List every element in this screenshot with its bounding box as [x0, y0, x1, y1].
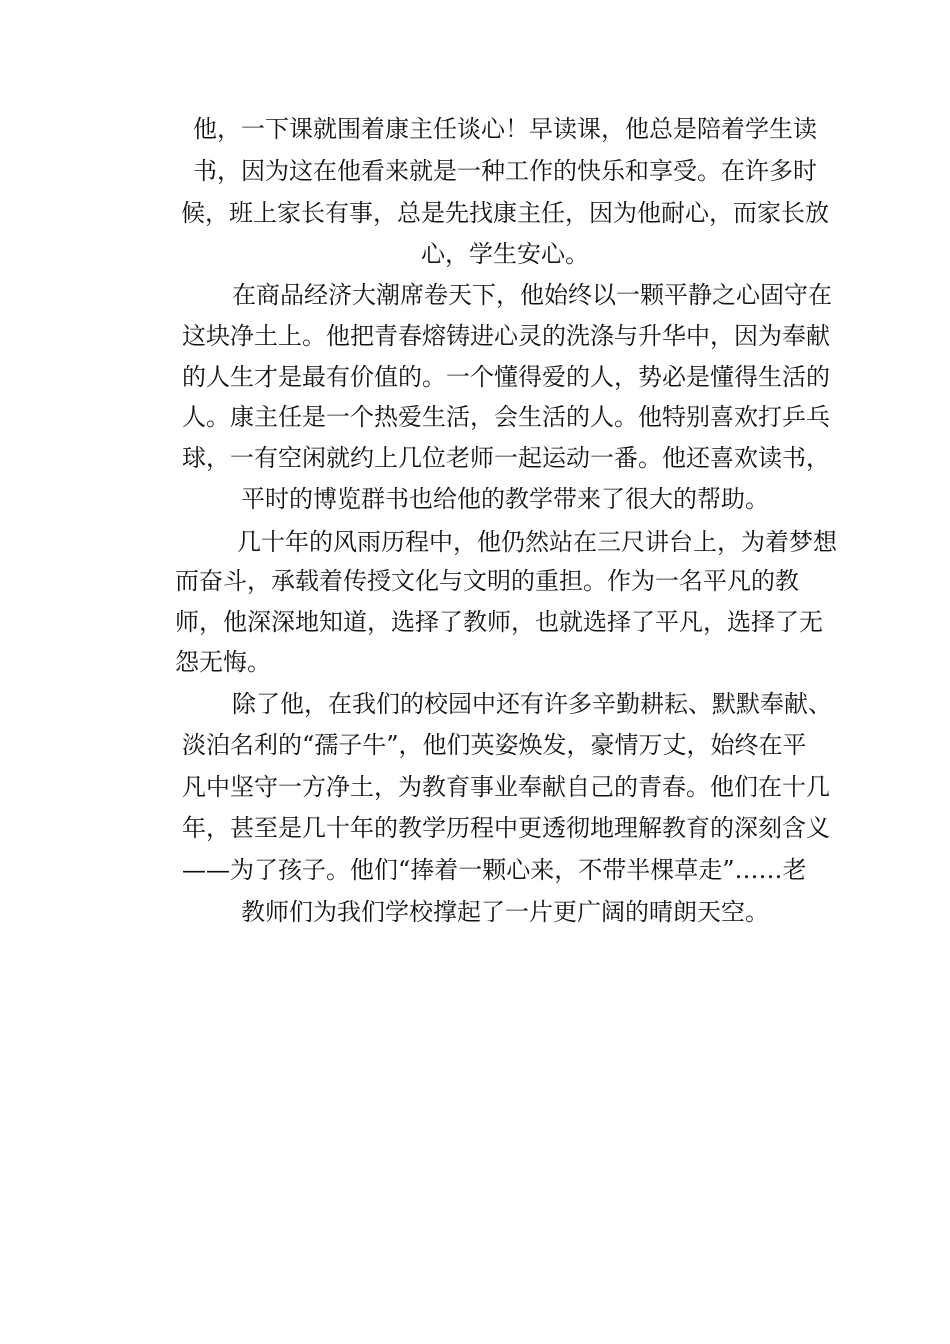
paragraph-2-line-4: 人。康主任是一个热爱生活，会生活的人。他特别喜欢打乒乓 [182, 403, 830, 431]
paragraph-1-line-1: 他，一下课就围着康主任谈心！早读课，他总是陪着学生读 [193, 115, 817, 143]
paragraph-2-line-6: 平时的博览群书也给他的教学带来了很大的帮助。 [241, 485, 769, 513]
paragraph-4-line-3: 凡中坚守一方净土，为教育事业奉献自己的青春。他们在十几 [182, 773, 830, 801]
paragraph-1-line-2: 书，因为这在他看来就是一种工作的快乐和享受。在许多时 [193, 157, 817, 185]
paragraph-4-line-5: ——为了孩子。他们“捧着一颗心来，不带半棵草走”……老 [182, 856, 807, 884]
paragraph-4-line-2: 淡泊名利的“孺子牛”，他们英姿焕发，豪情万丈，始终在平 [182, 731, 807, 759]
paragraph-3-line-3: 师，他深深地知道，选择了教师，也就选择了平凡，选择了无 [175, 608, 823, 636]
paragraph-3-line-4: 怨无悔。 [175, 648, 271, 676]
paragraph-1-line-4: 心，学生安心。 [421, 240, 589, 268]
paragraph-2-line-5: 球，一有空闲就约上几位老师一起运动一番。他还喜欢读书， [182, 444, 830, 472]
paragraph-2-line-3: 的人生才是最有价值的。一个懂得爱的人，势必是懂得生活的 [182, 363, 830, 391]
paragraph-2-line-2: 这块净土上。他把青春熔铸进心灵的洗涤与升华中，因为奉献 [182, 322, 830, 350]
paragraph-3-line-1: 几十年的风雨历程中，他仍然站在三尺讲台上，为着梦想 [237, 528, 837, 556]
paragraph-1-line-3: 候，班上家长有事，总是先找康主任，因为他耐心，而家长放 [181, 199, 829, 227]
paragraph-4-line-6: 教师们为我们学校撑起了一片更广阔的晴朗天空。 [241, 898, 769, 926]
paragraph-4-line-1: 除了他，在我们的校园中还有许多辛勤耕耘、默默奉献、 [232, 690, 832, 718]
paragraph-3-line-2: 而奋斗，承载着传授文化与文明的重担。作为一名平凡的教 [175, 567, 799, 595]
paragraph-2-line-1: 在商品经济大潮席卷天下，他始终以一颗平静之心固守在 [232, 281, 832, 309]
paragraph-4-line-4: 年，甚至是几十年的教学历程中更透彻地理解教育的深刻含义 [182, 814, 830, 842]
